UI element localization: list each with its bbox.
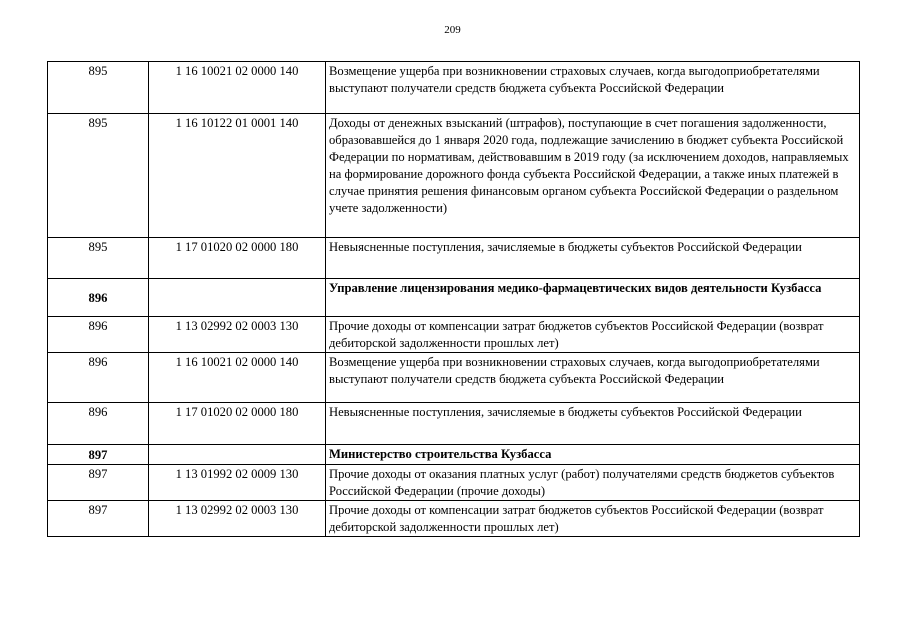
administrator-name-cell: Министерство строительства Кузбасса [326,445,860,465]
section-header-row [48,279,860,317]
admin-code-cell: 896 [48,353,149,403]
section-header-row [48,445,860,465]
budget-classification-code-cell: 1 13 01992 02 0009 130 [149,465,326,501]
budget-classification-code-cell: 1 16 10021 02 0000 140 [149,353,326,403]
admin-code-cell: 895 [48,62,149,114]
admin-code-cell: 897 [48,465,149,501]
budget-classification-code-cell: 1 13 02992 02 0003 130 [149,317,326,353]
table-row [48,465,860,501]
table-row [48,62,860,114]
budget-classification-code-cell [149,445,326,465]
admin-code-cell: 895 [48,238,149,279]
revenue-description-cell: Возмещение ущерба при возникновении страховых случаев, когда выгодоприобретателями выступают получатели средств бюджета субъекта Российской Федерации [326,353,860,403]
budget-classification-code-cell: 1 16 10021 02 0000 140 [149,62,326,114]
revenue-description-cell: Прочие доходы от компенсации затрат бюджетов субъектов Российской Федерации (возврат дебиторской задолженности прошлых лет) [326,501,860,537]
admin-code-cell: 897 [48,501,149,537]
table-row [48,353,860,403]
revenue-description-cell: Прочие доходы от компенсации затрат бюджетов субъектов Российской Федерации (возврат дебиторской задолженности прошлых лет) [326,317,860,353]
revenue-description-cell: Доходы от денежных взысканий (штрафов), поступающие в счет погашения задолженности, образовавшейся до 1 января 2020 года, подлежащие зачислению в бюджет субъекта Российской Федерации по нормативам, действовавшим в 2019 году (за исключением доходов, направляемых на формирование дорожного фонда субъекта Российской Федерации, а также иных платежей в случае принятия решения финансовым органом субъекта Российской Федерации о раздельном учете задолженности) [326,114,860,238]
revenue-description-cell: Невыясненные поступления, зачисляемые в бюджеты субъектов Российской Федерации [326,403,860,445]
table-row [48,501,860,537]
budget-classification-code-cell: 1 16 10122 01 0001 140 [149,114,326,238]
table-row [48,317,860,353]
revenue-description-cell: Прочие доходы от оказания платных услуг (работ) получателями средств бюджетов субъектов Российской Федерации (прочие доходы) [326,465,860,501]
admin-code-cell: 897 [48,445,149,465]
page-number: 209 [444,24,461,36]
budget-classification-code-cell: 1 13 02992 02 0003 130 [149,501,326,537]
table-row [48,114,860,238]
admin-code-cell: 896 [48,317,149,353]
table-row [48,238,860,279]
admin-code-cell: 896 [48,403,149,445]
budget-revenue-table [47,61,860,537]
admin-code-cell: 896 [48,279,149,317]
revenue-description-cell: Невыясненные поступления, зачисляемые в бюджеты субъектов Российской Федерации [326,238,860,279]
budget-classification-code-cell [149,279,326,317]
revenue-description-cell: Возмещение ущерба при возникновении страховых случаев, когда выгодоприобретателями выступают получатели средств бюджета субъекта Российской Федерации [326,62,860,114]
administrator-name-cell: Управление лицензирования медико-фармацевтических видов деятельности Кузбасса [326,279,860,317]
table-row [48,403,860,445]
admin-code-cell: 895 [48,114,149,238]
budget-classification-code-cell: 1 17 01020 02 0000 180 [149,403,326,445]
budget-classification-code-cell: 1 17 01020 02 0000 180 [149,238,326,279]
